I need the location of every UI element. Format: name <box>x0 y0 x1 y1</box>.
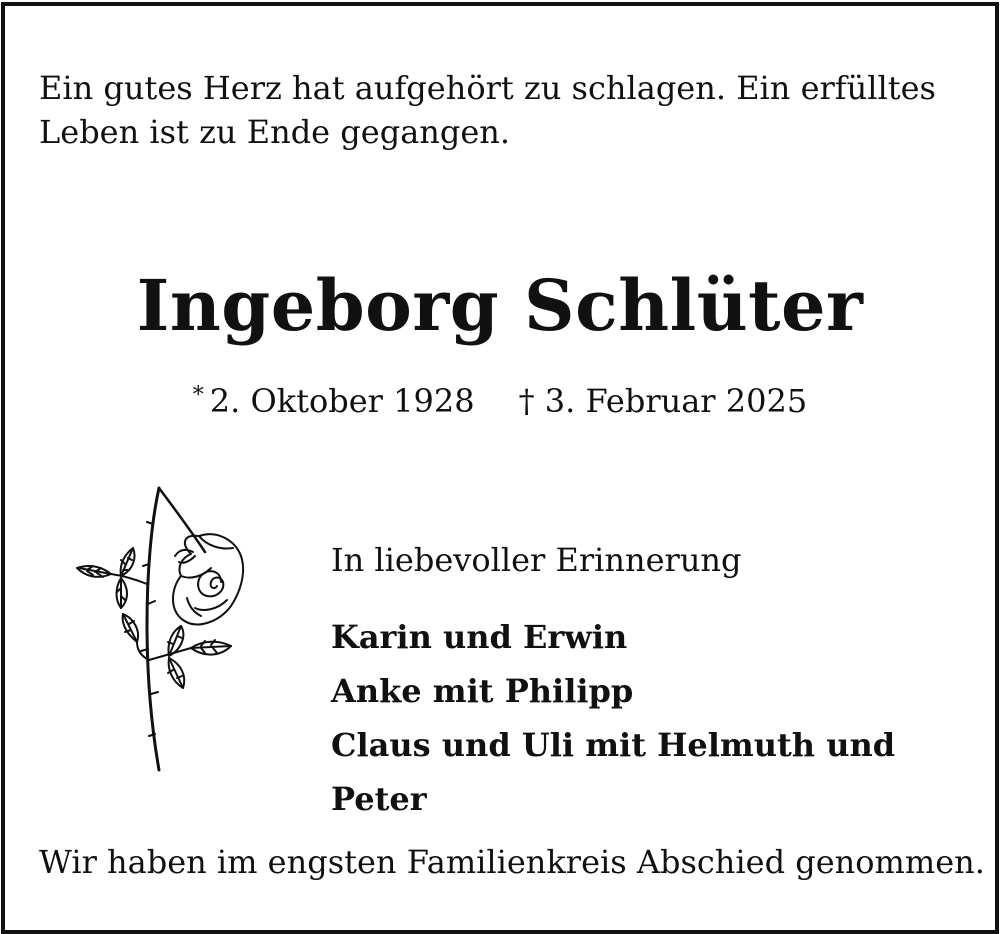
obituary-frame <box>1 2 999 934</box>
death-date: 3. Februar 2025 <box>544 382 808 420</box>
mourner-entry: Claus und Uli mit Helmuth und Peter <box>331 726 896 818</box>
birth-symbol: * <box>192 383 204 408</box>
intro-text: Ein gutes Herz hat aufgehört zu schlagen. Ein erfülltes Leben ist zu Ende gegangen. <box>39 69 936 151</box>
mourners-list <box>331 610 995 826</box>
birth-date: 2. Oktober 1928 <box>209 382 475 420</box>
mourner-entry: Karin und Erwin <box>331 618 628 656</box>
memory-line: In liebevoller Erinnerung <box>331 541 742 579</box>
death-symbol: † <box>518 382 535 420</box>
closing-text: Wir haben im engsten Familienkreis Abschied genommen. <box>39 843 985 881</box>
life-dates <box>5 376 995 421</box>
rose-illustration <box>71 484 251 774</box>
mourner-entry: Anke mit Philipp <box>331 672 634 710</box>
deceased-name: Ingeborg Schlüter <box>136 264 864 347</box>
